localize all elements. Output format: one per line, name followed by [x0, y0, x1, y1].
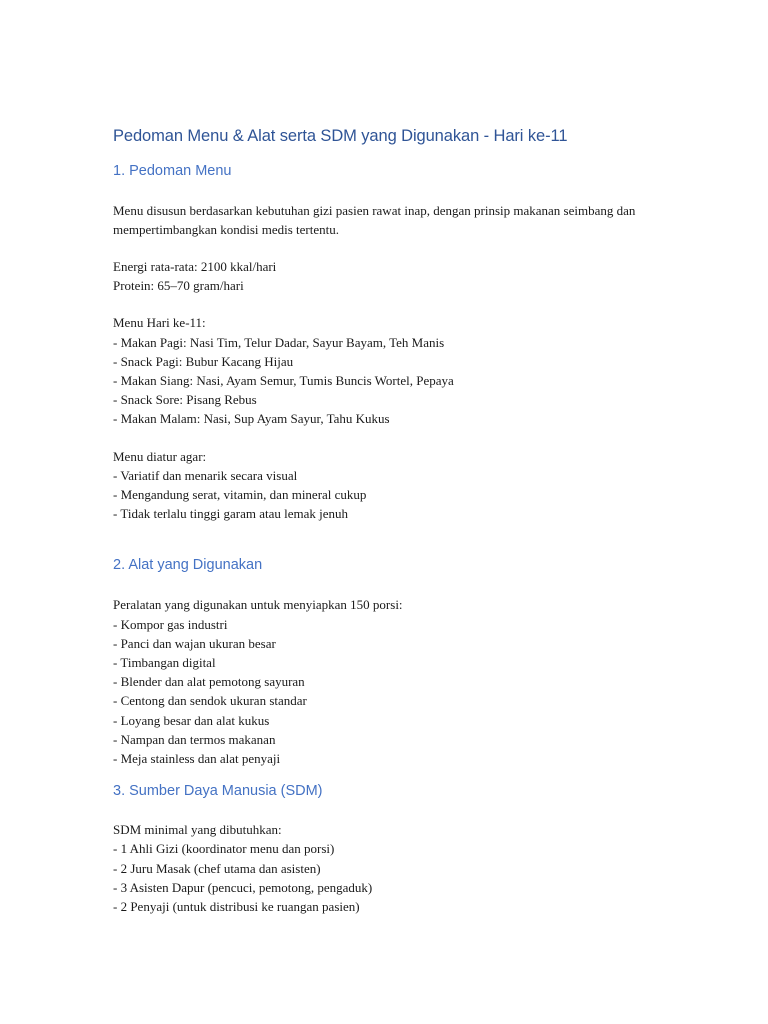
nutrition-energy: Energi rata-rata: 2100 kkal/hari [113, 259, 277, 274]
section-heading-alat: 2. Alat yang Digunakan [113, 557, 263, 574]
nutrition-protein: Protein: 65–70 gram/hari [113, 278, 244, 294]
list-item: - Makan Siang: Nasi, Ayam Semur, Tumis Buncis Wortel, Pepaya [113, 373, 454, 389]
menu-rules-list [113, 447, 673, 524]
list-item: - Blender dan alat pemotong sayuran [113, 674, 305, 690]
list-item: - Centong dan sendok ukuran standar [113, 693, 307, 709]
list-item: - Kompor gas industri [113, 616, 228, 632]
section-intro-pedoman-menu: Menu disusun berdasarkan kebutuhan gizi pasien rawat inap, dengan prinsip makanan seimbang dan mempertimbangkan kondisi medis tertentu. [113, 203, 639, 237]
equipment-list [113, 595, 673, 768]
list-item: - Panci dan wajan ukuran besar [113, 635, 276, 651]
document-title: Pedoman Menu & Alat serta SDM yang Digunakan - Hari ke-11 [113, 127, 568, 145]
list-item: - Tidak terlalu tinggi garam atau lemak jenuh [113, 506, 349, 522]
list-item: - Variatif dan menarik secara visual [113, 467, 298, 483]
section-heading-sdm: 3. Sumber Daya Manusia (SDM) [113, 783, 323, 800]
list-item: - 2 Penyaji (untuk distribusi ke ruangan pasien) [113, 899, 360, 915]
staff-intro: SDM minimal yang dibutuhkan: [113, 822, 282, 838]
list-item: - Snack Pagi: Bubur Kacang Hijau [113, 353, 294, 369]
menu-label: Menu Hari ke-11: [113, 315, 206, 331]
list-item: - Makan Pagi: Nasi Tim, Telur Dadar, Sayur Bayam, Teh Manis [113, 334, 445, 350]
nutrition-list [113, 257, 673, 295]
menu-rules-label: Menu diatur agar: [113, 448, 207, 464]
list-item: - Loyang besar dan alat kukus [113, 712, 270, 728]
section-heading-pedoman-menu: 1. Pedoman Menu [113, 163, 232, 179]
list-item: - Timbangan digital [113, 655, 216, 671]
equipment-intro: Peralatan yang digunakan untuk menyiapkan 150 porsi: [113, 597, 403, 613]
list-item: - Nampan dan termos makanan [113, 731, 276, 747]
list-item: - Makan Malam: Nasi, Sup Ayam Sayur, Tahu Kukus [113, 411, 390, 427]
document-content [113, 124, 673, 916]
menu-list [113, 313, 673, 428]
list-item: - Mengandung serat, vitamin, dan mineral cukup [113, 487, 367, 503]
list-item: - Snack Sore: Pisang Rebus [113, 392, 257, 408]
list-item: - 2 Juru Masak (chef utama dan asisten) [113, 860, 321, 876]
list-item: - Meja stainless dan alat penyaji [113, 751, 281, 767]
staff-list [113, 820, 673, 916]
list-item: - 1 Ahli Gizi (koordinator menu dan porsi) [113, 841, 335, 857]
list-item: - 3 Asisten Dapur (pencuci, pemotong, pengaduk) [113, 879, 373, 895]
